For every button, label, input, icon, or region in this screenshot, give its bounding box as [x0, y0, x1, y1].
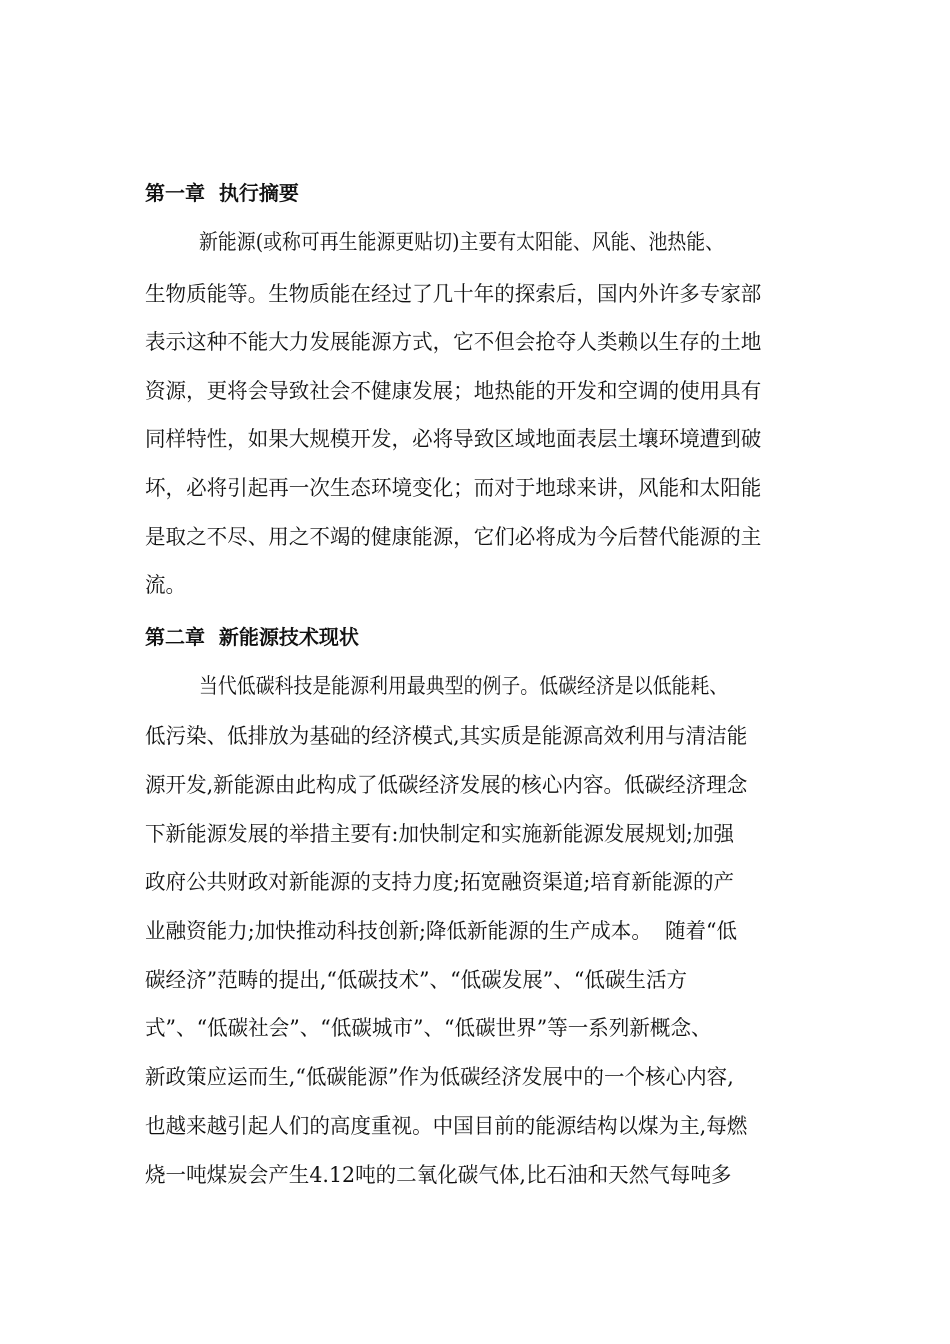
chapter-1-paragraph-line: 资源，更将会导致社会不健康发展；地热能的开发和空调的使用具有 — [145, 379, 762, 403]
chapter-2-paragraph-line: 式”、“低碳社会”、“低碳城市”、“低碳世界”等一系列新概念、 — [145, 1016, 712, 1040]
chapter-1-paragraph-line: 流。 — [145, 573, 187, 597]
chapter-2-paragraph-line: 政府公共财政对新能源的支持力度;拓宽融资渠道;培育新能源的产 — [145, 870, 735, 894]
chapter-2-paragraph-line: 烧一吨煤炭会产生4.12吨的二氧化碳气体,比石油和天然气每吨多 — [145, 1163, 732, 1187]
chapter-2-paragraph-line: 业融资能力;加快推动科技创新;降低新能源的生产成本。 随着“低 — [145, 919, 738, 943]
chapter-1-paragraph-line: 是取之不尽、用之不竭的健康能源，它们必将成为今后替代能源的主 — [145, 525, 762, 549]
chapter-2-paragraph-line: 下新能源发展的举措主要有:加快制定和实施新能源发展规划;加强 — [145, 822, 735, 846]
chapter-1-paragraph-line: 新能源(或称可再生能源更贴切)主要有太阳能、风能、池热能、 — [199, 230, 725, 254]
chapter-2-paragraph-line: 低污染、低排放为基础的经济模式,其实质是能源高效利用与清洁能 — [145, 724, 748, 748]
chapter-2-paragraph-line: 碳经济”范畴的提出,“低碳技术”、“低碳发展”、“低碳生活方 — [145, 968, 688, 992]
chapter-1-heading: 第一章 执行摘要 — [145, 181, 299, 205]
chapter-1-paragraph-line: 坏，必将引起再一次生态环境变化；而对于地球来讲，风能和太阳能 — [145, 476, 762, 500]
chapter-2-paragraph-line: 新政策应运而生,“低碳能源”作为低碳经济发展中的一个核心内容, — [145, 1065, 734, 1089]
chapter-1-paragraph-line: 表示这种不能大力发展能源方式，它不但会抢夺人类赖以生存的土地 — [145, 330, 762, 354]
chapter-2-paragraph-line: 源开发,新能源由此构成了低碳经济发展的核心内容。低碳经济理念 — [145, 773, 748, 797]
chapter-1-paragraph-line: 生物质能等。生物质能在经过了几十年的探索后，国内外许多专家部 — [145, 282, 762, 306]
chapter-2-paragraph-line: 也越来越引起人们的高度重视。中国目前的能源结构以煤为主,每燃 — [145, 1114, 748, 1138]
chapter-2-paragraph-line: 当代低碳科技是能源利用最典型的例子。低碳经济是以低能耗、 — [199, 674, 729, 698]
chapter-2-heading: 第二章 新能源技术现状 — [145, 625, 359, 649]
chapter-1-paragraph-line: 同样特性，如果大规模开发，必将导致区域地面表层土壤环境遭到破 — [145, 427, 762, 451]
